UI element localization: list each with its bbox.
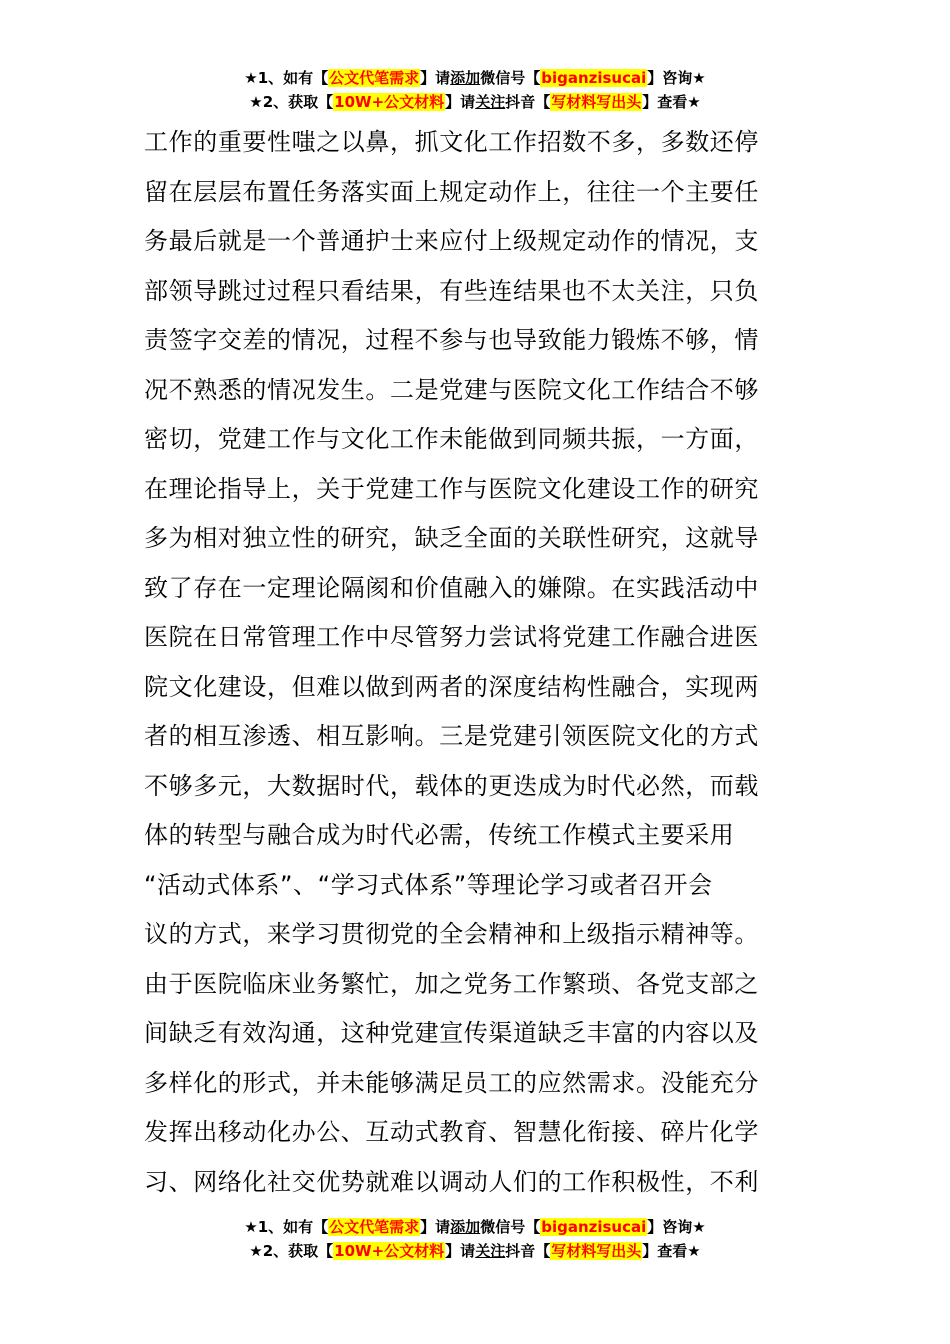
banner-text: 抖音【 <box>505 93 551 111</box>
highlight-douyin: 写材料写出头 <box>551 1242 642 1260</box>
body-line: 留在层层布置任务落实面上规定动作上，往往一个主要任 <box>144 177 759 206</box>
body-line: 议的方式，来学习贯彻党的全会精神和上级指示精神等。 <box>144 920 759 948</box>
banner-text: 】查看 <box>642 93 688 111</box>
body-line: 工作的重要性嗤之以鼻，抓文化工作招数不多，多数还停 <box>144 128 759 156</box>
body-line: 致了存在一定理论隔阂和价值融入的嫌隙。在实践活动中 <box>144 573 759 602</box>
star-icon: ★ <box>692 1218 706 1236</box>
body-line: 习、网络化社交优势就难以调动人们的工作积极性，不利 <box>144 1167 759 1196</box>
body-line: 体的转型与融合成为时代必需，传统工作模式主要采用 <box>144 821 735 849</box>
document-body <box>144 118 814 1207</box>
underlined-text: 关注 <box>475 93 506 111</box>
underlined-text: 关注 <box>475 1242 506 1260</box>
body-line: 者的相互渗透、相互影响。三是党建引领医院文化的方式 <box>144 722 759 750</box>
star-icon: ★ <box>687 1242 701 1260</box>
highlight-materials: 10W+公文材料 <box>334 1242 445 1260</box>
banner-line-1 <box>0 1215 950 1239</box>
body-line: 密切，党建工作与文化工作未能做到同频共振，一方面， <box>144 425 759 453</box>
banner-text: 】请 <box>420 1218 451 1236</box>
banner-text: 抖音【 <box>505 1242 551 1260</box>
body-line: 多为相对独立性的研究，缺乏全面的关联性研究，这就导 <box>144 524 759 552</box>
banner-text: 】查看 <box>642 1242 688 1260</box>
highlight-service: 公文代笔需求 <box>329 1218 420 1236</box>
banner-line-1 <box>0 66 950 90</box>
star-icon: ★ <box>249 1242 263 1260</box>
body-line: 由于医院临床业务繁忙，加之党务工作繁琐、各党支部之 <box>144 969 759 998</box>
banner-line-2 <box>0 90 950 114</box>
body-line: 医院在日常管理工作中尽管努力尝试将党建工作融合进医 <box>144 623 759 651</box>
star-icon: ★ <box>249 93 263 111</box>
body-line: 不够多元，大数据时代，载体的更迭成为时代必然，而载 <box>144 771 759 800</box>
underlined-text: 添加 <box>450 69 481 87</box>
footer-banner <box>0 1215 950 1263</box>
banner-text: 2、获取【 <box>262 93 334 111</box>
banner-text: 1、如有【 <box>257 1218 329 1236</box>
banner-line-2 <box>0 1239 950 1263</box>
star-icon: ★ <box>244 1218 258 1236</box>
banner-text: 微信号【 <box>480 1218 541 1236</box>
body-line: 多样化的形式，并未能够满足员工的应然需求。没能充分 <box>144 1068 759 1097</box>
body-line: 发挥出移动化办公、互动式教育、智慧化衔接、碎片化学 <box>144 1118 759 1146</box>
banner-text: 2、获取【 <box>262 1242 334 1260</box>
body-line: “活动式体系”、“学习式体系”等理论学习或者召开会 <box>144 870 713 899</box>
star-icon: ★ <box>687 93 701 111</box>
banner-text: 】咨询 <box>647 1218 693 1236</box>
banner-text: 】请 <box>420 69 451 87</box>
highlight-wechat-id: biganzisucai <box>541 69 647 87</box>
highlight-wechat-id: biganzisucai <box>541 1218 647 1236</box>
body-line: 间缺乏有效沟通，这种党建宣传渠道缺乏丰富的内容以及 <box>144 1019 759 1047</box>
body-line: 责签字交差的情况，过程不参与也导致能力锻炼不够，情 <box>144 326 759 354</box>
star-icon: ★ <box>692 69 706 87</box>
body-line: 院文化建设，但难以做到两者的深度结构性融合，实现两 <box>144 672 759 701</box>
banner-text: 】请 <box>445 1242 476 1260</box>
banner-text: 】请 <box>445 93 476 111</box>
body-line: 在理论指导上，关于党建工作与医院文化建设工作的研究 <box>144 474 759 503</box>
body-line: 况不熟悉的情况发生。二是党建与医院文化工作结合不够 <box>144 375 759 404</box>
banner-text: 】咨询 <box>647 69 693 87</box>
banner-text: 微信号【 <box>480 69 541 87</box>
underlined-text: 添加 <box>450 1218 481 1236</box>
star-icon: ★ <box>244 69 258 87</box>
body-line: 务最后就是一个普通护士来应付上级规定动作的情况，支 <box>144 227 759 255</box>
highlight-service: 公文代笔需求 <box>329 69 420 87</box>
banner-text: 1、如有【 <box>257 69 329 87</box>
header-banner <box>0 66 950 114</box>
highlight-douyin: 写材料写出头 <box>551 93 642 111</box>
highlight-materials: 10W+公文材料 <box>334 93 445 111</box>
body-line: 部领导跳过过程只看结果，有些连结果也不太关注，只负 <box>144 276 759 305</box>
